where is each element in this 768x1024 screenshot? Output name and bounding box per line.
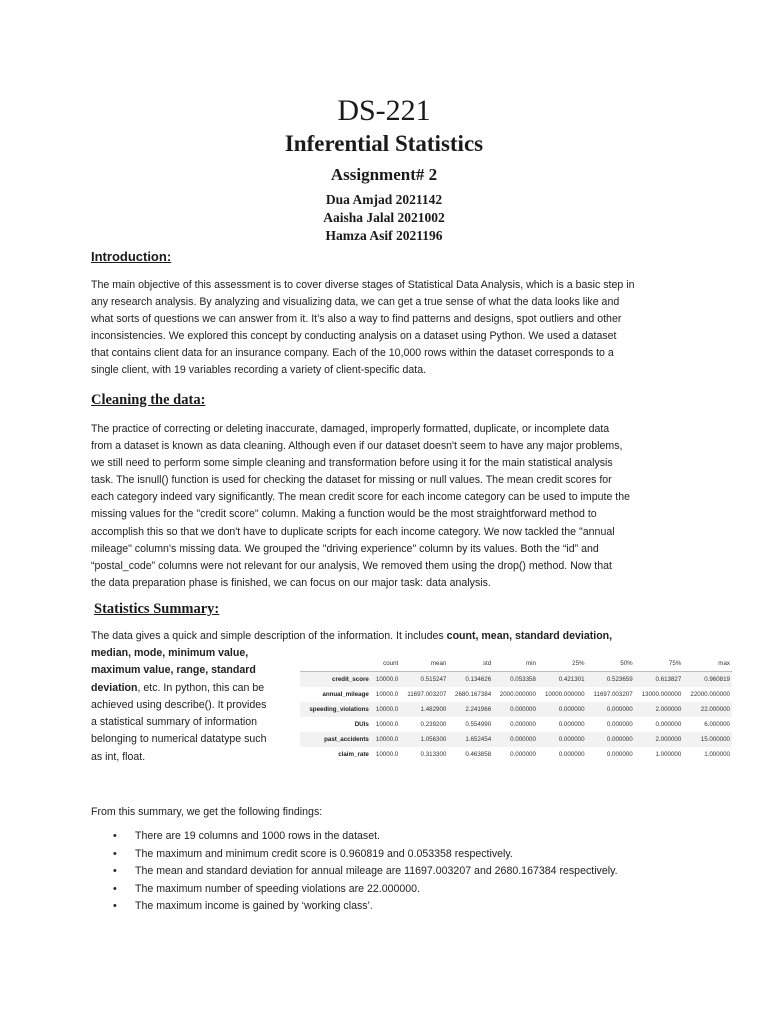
table-row	[300, 732, 732, 747]
table-cell: 22.000000	[683, 702, 732, 717]
row-label: speeding_violations	[300, 702, 371, 717]
finding-text: The maximum and minimum credit score is 0.960819 and 0.053358 respectively.	[135, 847, 513, 860]
table-cell: 22000.000000	[690, 691, 730, 698]
table-cell: 0.000000	[538, 732, 587, 747]
table-cell: 0.613827	[635, 672, 684, 688]
table-cell: 0.000000	[587, 702, 635, 717]
table-cell: 1.056300	[400, 732, 448, 747]
cleaning-line: task. The isnull() function is used for checking the dataset for missing or null values. The mean credit scores for	[91, 474, 612, 487]
column-header: 75%	[635, 656, 684, 672]
intro-line: single client, with 19 variables recording a variety of client-specific data.	[91, 364, 427, 377]
bullet-icon: •	[113, 830, 117, 842]
finding-text: The mean and standard deviation for annual mileage are 11697.003207 and 2680.167384 respectively.	[135, 865, 618, 878]
column-header: 50%	[587, 656, 635, 672]
assignment-title: Assignment# 2	[330, 165, 438, 184]
column-header: 25%	[538, 656, 587, 672]
table-cell: 0.000000	[538, 702, 587, 717]
table-cell: 10000.0	[375, 691, 399, 698]
finding-text: The maximum number of speeding violations are 22.000000.	[135, 882, 421, 895]
findings-list	[91, 828, 711, 916]
table-cell: 0.000000	[587, 732, 635, 747]
table-cell: 2.000000	[635, 702, 684, 717]
table-cell: 2.241966	[448, 702, 493, 717]
finding-text: There are 19 columns and 1000 rows in the dataset.	[135, 830, 380, 842]
summary-intro-line	[91, 628, 731, 645]
table-cell: 1.000000	[704, 751, 730, 758]
cleaning-paragraph	[91, 421, 681, 592]
findings-intro: From this summary, we get the following findings:	[91, 806, 323, 818]
cleaning-line: accomplish this so that we don't have to duplicate scripts for each income category. We now tackled the "annual	[91, 525, 615, 538]
column-header: mean	[400, 656, 448, 672]
table-cell: 2.000000	[635, 732, 684, 747]
finding-item	[91, 863, 711, 881]
column-header: max	[683, 656, 732, 672]
column-header: count	[371, 656, 400, 672]
table-cell: 1.652454	[448, 732, 493, 747]
table-cell: 0.000000	[493, 732, 538, 747]
table-cell: 0.463858	[465, 751, 492, 758]
intro-line: any research analysis. By analyzing and visualizing data, we can get a true sense of what the data looks like and	[91, 296, 620, 309]
summary-line: belonging to numerical datatype such	[91, 733, 267, 746]
table-row	[300, 672, 732, 688]
table-cell: 0.313300	[420, 751, 447, 758]
author-1: Dua Amjad 2021142	[325, 192, 443, 207]
summary-line: achieved using describe(). It provides	[91, 698, 267, 711]
cleaning-heading: Cleaning the data:	[91, 392, 206, 408]
row-label: past_accidents	[300, 732, 371, 747]
table-cell: 0.000000	[606, 751, 633, 758]
table-cell: 0.000000	[510, 721, 536, 728]
finding-text: The maximum income is gained by ‘working class’.	[135, 900, 373, 913]
summary-line: as int, float.	[91, 750, 146, 763]
row-label: credit_score	[300, 672, 371, 688]
table-cell: 0.239200	[420, 721, 447, 728]
intro-line: what sorts of questions we can answer from it. It’s also a way to find patterns and designs, spot outliers and other	[91, 313, 622, 326]
summary-line: maximum value, range, standard	[91, 664, 256, 677]
table-header-row	[300, 656, 732, 672]
table-cell: 0.000000	[510, 751, 536, 758]
table-cell: 1.000000	[655, 751, 682, 758]
intro-line: The main objective of this assessment is to cover diverse stages of Statistical Data Analysis, which is a basic step in	[91, 279, 635, 291]
summary-line: deviation, etc. In python, this can be	[91, 681, 265, 694]
table-cell: 0.960819	[683, 672, 732, 688]
table-cell: 13000.000000	[641, 691, 682, 698]
cleaning-line: The practice of correcting or deleting inaccurate, damaged, improperly formatted, duplicate, or incomplete data	[91, 423, 610, 435]
table-cell: 15.000000	[683, 732, 732, 747]
introduction-paragraph	[91, 277, 681, 380]
table-cell: 1.482900	[400, 702, 448, 717]
summary-intro-text: The data gives a quick and simple description of the information. It includes	[91, 630, 447, 642]
column-header: std	[448, 656, 493, 672]
table-cell: 0.000000	[558, 751, 585, 758]
summary-description	[91, 645, 291, 766]
summary-line: median, mode, minimum value,	[91, 647, 249, 659]
cleaning-line: from a dataset is known as data cleaning. Although even if our dataset doesn't seem to have any major problems,	[91, 440, 623, 453]
describe-table	[300, 656, 732, 762]
subject-title: Inferential Statistics	[284, 131, 484, 156]
finding-item	[91, 846, 711, 864]
table-cell: 0.053358	[493, 672, 538, 688]
table-cell: 10000.0	[375, 751, 399, 758]
finding-item	[91, 898, 711, 916]
table-row	[300, 687, 732, 702]
cleaning-line: missing values for the "credit score" column. Making a function would be the most straightforward method to	[91, 508, 597, 521]
table-corner	[300, 656, 371, 672]
bullet-icon: •	[113, 865, 117, 878]
row-label: annual_mileage	[322, 691, 369, 698]
table-cell: 0.000000	[493, 702, 538, 717]
table-cell: 2680.167384	[455, 691, 492, 698]
table-cell: 10000.0	[371, 702, 400, 717]
author-3: Hamza Asif 2021196	[325, 228, 443, 243]
row-label: claim_rate	[338, 751, 369, 758]
cleaning-line: we still need to perform some simple cleaning and transformation before using it for the main statistical analysis	[91, 457, 613, 470]
table-body	[300, 672, 732, 763]
introduction-heading: Introduction:	[91, 249, 172, 264]
table-row	[300, 717, 732, 732]
table-cell: 0.515247	[400, 672, 448, 688]
finding-item	[91, 828, 711, 846]
cleaning-line: the data preparation phase is finished, we can focus on our major task: data analysis.	[91, 576, 491, 589]
row-label: DUIs	[354, 721, 369, 728]
bullet-icon: •	[113, 847, 117, 860]
table-cell: 0.523659	[587, 672, 635, 688]
column-header: min	[493, 656, 538, 672]
bullet-icon: •	[113, 882, 117, 895]
table-cell: 0.554990	[465, 721, 492, 728]
cleaning-line: each category indeed vary significantly. The mean credit score for each income category can be used to impute the	[91, 491, 631, 504]
table-cell: 2000.000000	[499, 691, 536, 698]
summary-intro-bold: count, mean, standard deviation,	[446, 630, 613, 642]
table-cell: 0.000000	[655, 721, 682, 728]
table-cell: 10000.000000	[544, 691, 585, 698]
summary-line: a statistical summary of information	[91, 716, 258, 729]
intro-line: that contains client data for an insurance company. Each of the 10,000 rows within the dataset corresponds to a	[91, 347, 614, 360]
finding-item	[91, 881, 711, 899]
table-cell: 10000.0	[371, 732, 400, 747]
bullet-icon: •	[113, 900, 117, 913]
table-row	[300, 702, 732, 717]
table-cell: 11697.003207	[407, 691, 447, 698]
author-2: Aaisha Jalal 2021002	[323, 210, 445, 225]
table-cell: 10000.0	[371, 672, 400, 688]
table-cell: 0.000000	[606, 721, 633, 728]
table-row	[300, 747, 732, 762]
table-cell: 11697.003207	[593, 691, 633, 698]
course-code: DS-221	[337, 94, 431, 127]
cleaning-line: mileage" column's missing data. We grouped the "driving experience" column by its values. Both the “id” and	[91, 542, 599, 555]
summary-heading: Statistics Summary:	[94, 601, 220, 617]
table-cell: 0.000000	[558, 721, 585, 728]
table-cell: 0.421301	[538, 672, 587, 688]
cleaning-line: “postal_code” columns were not relevant for our analysis, We removed them using the drop() method. Now that	[91, 559, 612, 572]
table-cell: 6.000000	[704, 721, 730, 728]
intro-line: inconsistencies. We explored this concept by conducting analysis on a dataset using Python. We used a dataset	[91, 330, 617, 343]
table-cell: 10000.0	[375, 721, 399, 728]
table-cell: 0.134626	[448, 672, 493, 688]
